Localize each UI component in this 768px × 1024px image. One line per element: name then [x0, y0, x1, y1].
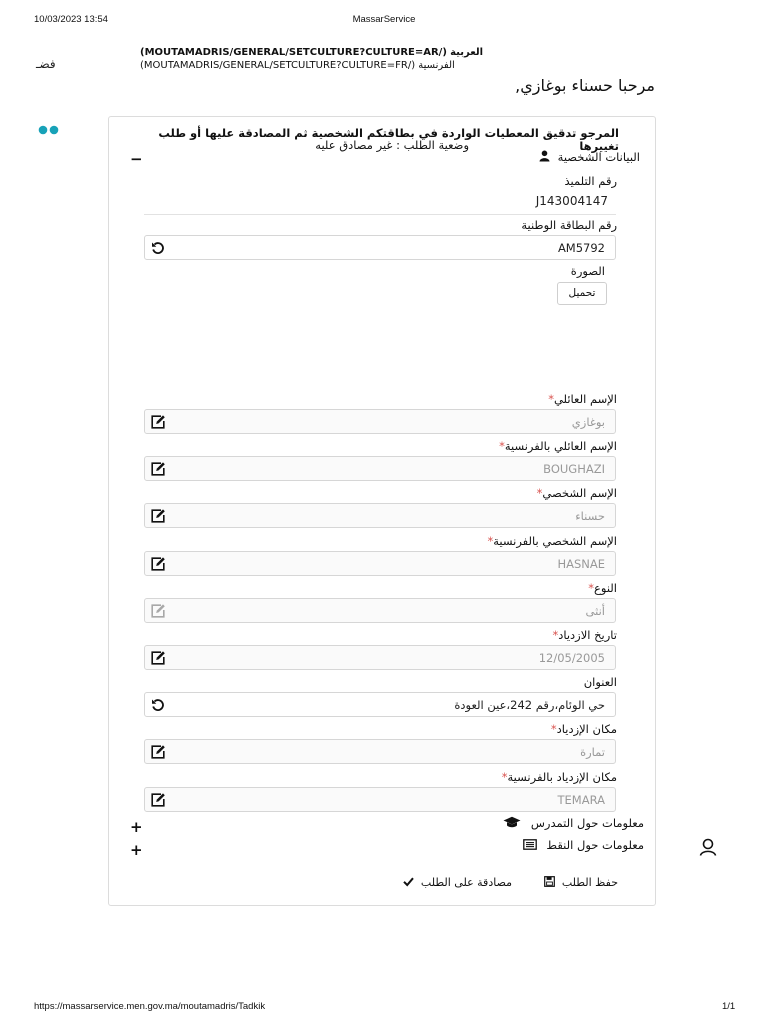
- required-marker: *: [548, 392, 554, 406]
- field-label-5: [552, 628, 617, 642]
- print-page-number: 1/1: [722, 1001, 736, 1012]
- print-page-title: MassarService: [352, 14, 416, 25]
- field-label-6: [584, 675, 617, 689]
- schooling-info-title: معلومات حول التمدرس: [530, 816, 644, 830]
- student-number-value: J143004147: [535, 194, 608, 208]
- field-input-2[interactable]: [144, 503, 616, 528]
- field-label-2: [537, 486, 617, 500]
- expand-schooling-toggle[interactable]: +: [130, 818, 143, 836]
- field-value: بوغازي: [571, 415, 605, 429]
- field-label-text: الإسم الشخصي: [542, 486, 617, 500]
- field-label-text: النوع: [594, 581, 617, 595]
- expand-grades-toggle[interactable]: +: [130, 841, 143, 859]
- field-input-1[interactable]: [144, 456, 616, 481]
- edit-icon[interactable]: [150, 414, 166, 430]
- cin-value: AM5792: [557, 241, 605, 255]
- language-name-arabic: العربية: [450, 47, 484, 58]
- field-label-1: [499, 439, 617, 453]
- edit-icon[interactable]: [150, 792, 166, 808]
- collapse-personal-toggle[interactable]: −: [130, 150, 143, 168]
- field-label-4: [588, 581, 617, 595]
- field-label-8: [502, 770, 617, 784]
- edit-icon[interactable]: [150, 461, 166, 477]
- print-url: https://massarservice.men.gov.ma/moutamadris/Tadkik: [34, 1001, 266, 1012]
- field-value: TEMARA: [557, 793, 605, 807]
- field-input-8[interactable]: [144, 787, 616, 812]
- edit-icon[interactable]: [150, 603, 166, 619]
- field-label-text: العنوان: [583, 675, 617, 689]
- field-value: أنثى: [585, 604, 605, 618]
- field-value: 12/05/2005: [538, 651, 605, 665]
- edit-icon[interactable]: [150, 650, 166, 666]
- field-value: تمارة: [580, 745, 605, 759]
- validate-request-button[interactable]: [403, 876, 512, 889]
- field-value: BOUGHAZI: [543, 462, 605, 476]
- language-name-french: الفرنسية: [418, 60, 455, 71]
- required-marker: *: [501, 770, 508, 784]
- field-input-7[interactable]: [144, 739, 616, 764]
- field-label-0: [548, 392, 617, 406]
- cin-field[interactable]: [144, 235, 616, 260]
- grades-info-title: معلومات حول النقط: [546, 838, 644, 852]
- edit-icon[interactable]: [150, 744, 166, 760]
- check-icon: [403, 876, 414, 887]
- field-label-text: الإسم الشخصي بالفرنسية: [493, 534, 617, 548]
- schooling-info-section-header[interactable]: [503, 816, 644, 830]
- undo-icon[interactable]: [150, 697, 166, 713]
- field-label-7: [551, 722, 617, 736]
- required-marker: *: [588, 581, 595, 595]
- field-label-text: مكان الإزدياد: [556, 722, 617, 736]
- save-request-label: حفظ الطلب: [561, 876, 618, 889]
- save-icon: [544, 876, 555, 887]
- print-datetime: 10/03/2023 13:54: [34, 14, 108, 25]
- user-profile-icon[interactable]: [698, 837, 718, 857]
- field-label-text: تاريخ الازدياد: [558, 628, 617, 642]
- required-marker: *: [536, 486, 543, 500]
- notice-line-instructions: المرجو تدقيق المعطيات الواردة في بطاقتكم الشخصية ثم المصادقة عليها أو طلب تغييرها: [158, 126, 619, 153]
- field-label-text: الإسم العائلي بالفرنسية: [504, 439, 617, 453]
- dots-menu-icon[interactable]: [38, 125, 62, 137]
- save-request-button[interactable]: [544, 876, 618, 889]
- grades-info-section-header[interactable]: [523, 838, 644, 852]
- field-input-3[interactable]: [144, 551, 616, 576]
- field-label-text: الإسم العائلي: [553, 392, 617, 406]
- photo-preview: [480, 310, 605, 385]
- field-label-text: مكان الإزدياد بالفرنسية: [507, 770, 617, 784]
- validate-request-label: مصادقة على الطلب: [420, 876, 512, 889]
- edit-icon[interactable]: [150, 556, 166, 572]
- list-icon: [523, 839, 537, 851]
- required-marker: *: [499, 439, 505, 453]
- user-icon: [538, 150, 550, 162]
- language-path-french: (MOUTAMADRIS/GENERAL/SETCULTURE?CULTURE=FR/): [140, 60, 416, 71]
- required-marker: *: [487, 534, 494, 548]
- personal-data-title: البيانات الشخصية: [557, 150, 640, 164]
- field-value: حي الوئام،رقم 242،عين العودة: [454, 698, 605, 712]
- field-input-0[interactable]: [144, 409, 616, 434]
- edit-icon[interactable]: [150, 508, 166, 524]
- field-input-6[interactable]: [144, 692, 616, 717]
- graduation-cap-icon: [503, 816, 521, 828]
- photo-label: الصورة: [570, 264, 605, 278]
- cin-label: رقم البطاقة الوطنية: [521, 218, 617, 232]
- language-link-french[interactable]: [140, 60, 455, 71]
- upload-photo-button[interactable]: تحميل: [557, 282, 607, 305]
- language-link-arabic[interactable]: [140, 47, 483, 58]
- student-number-divider: [144, 214, 616, 215]
- request-status: وضعية الطلب : غير مصادق عليه: [315, 138, 469, 152]
- language-path-arabic: (MOUTAMADRIS/GENERAL/SETCULTURE?CULTURE=AR/): [140, 47, 447, 58]
- field-input-5[interactable]: [144, 645, 616, 670]
- personal-data-section-header[interactable]: [538, 150, 640, 164]
- field-label-3: [487, 534, 617, 548]
- sidebar-truncated-text: فضـ: [36, 57, 56, 71]
- undo-icon[interactable]: [150, 240, 166, 256]
- field-value: HASNAE: [557, 557, 605, 571]
- field-value: حسناء: [575, 509, 605, 523]
- required-marker: *: [552, 628, 559, 642]
- welcome-message: مرحبا حسناء بوغازي,: [515, 76, 655, 95]
- required-marker: *: [550, 722, 557, 736]
- student-number-label: رقم التلميذ: [564, 174, 617, 188]
- field-input-4[interactable]: [144, 598, 616, 623]
